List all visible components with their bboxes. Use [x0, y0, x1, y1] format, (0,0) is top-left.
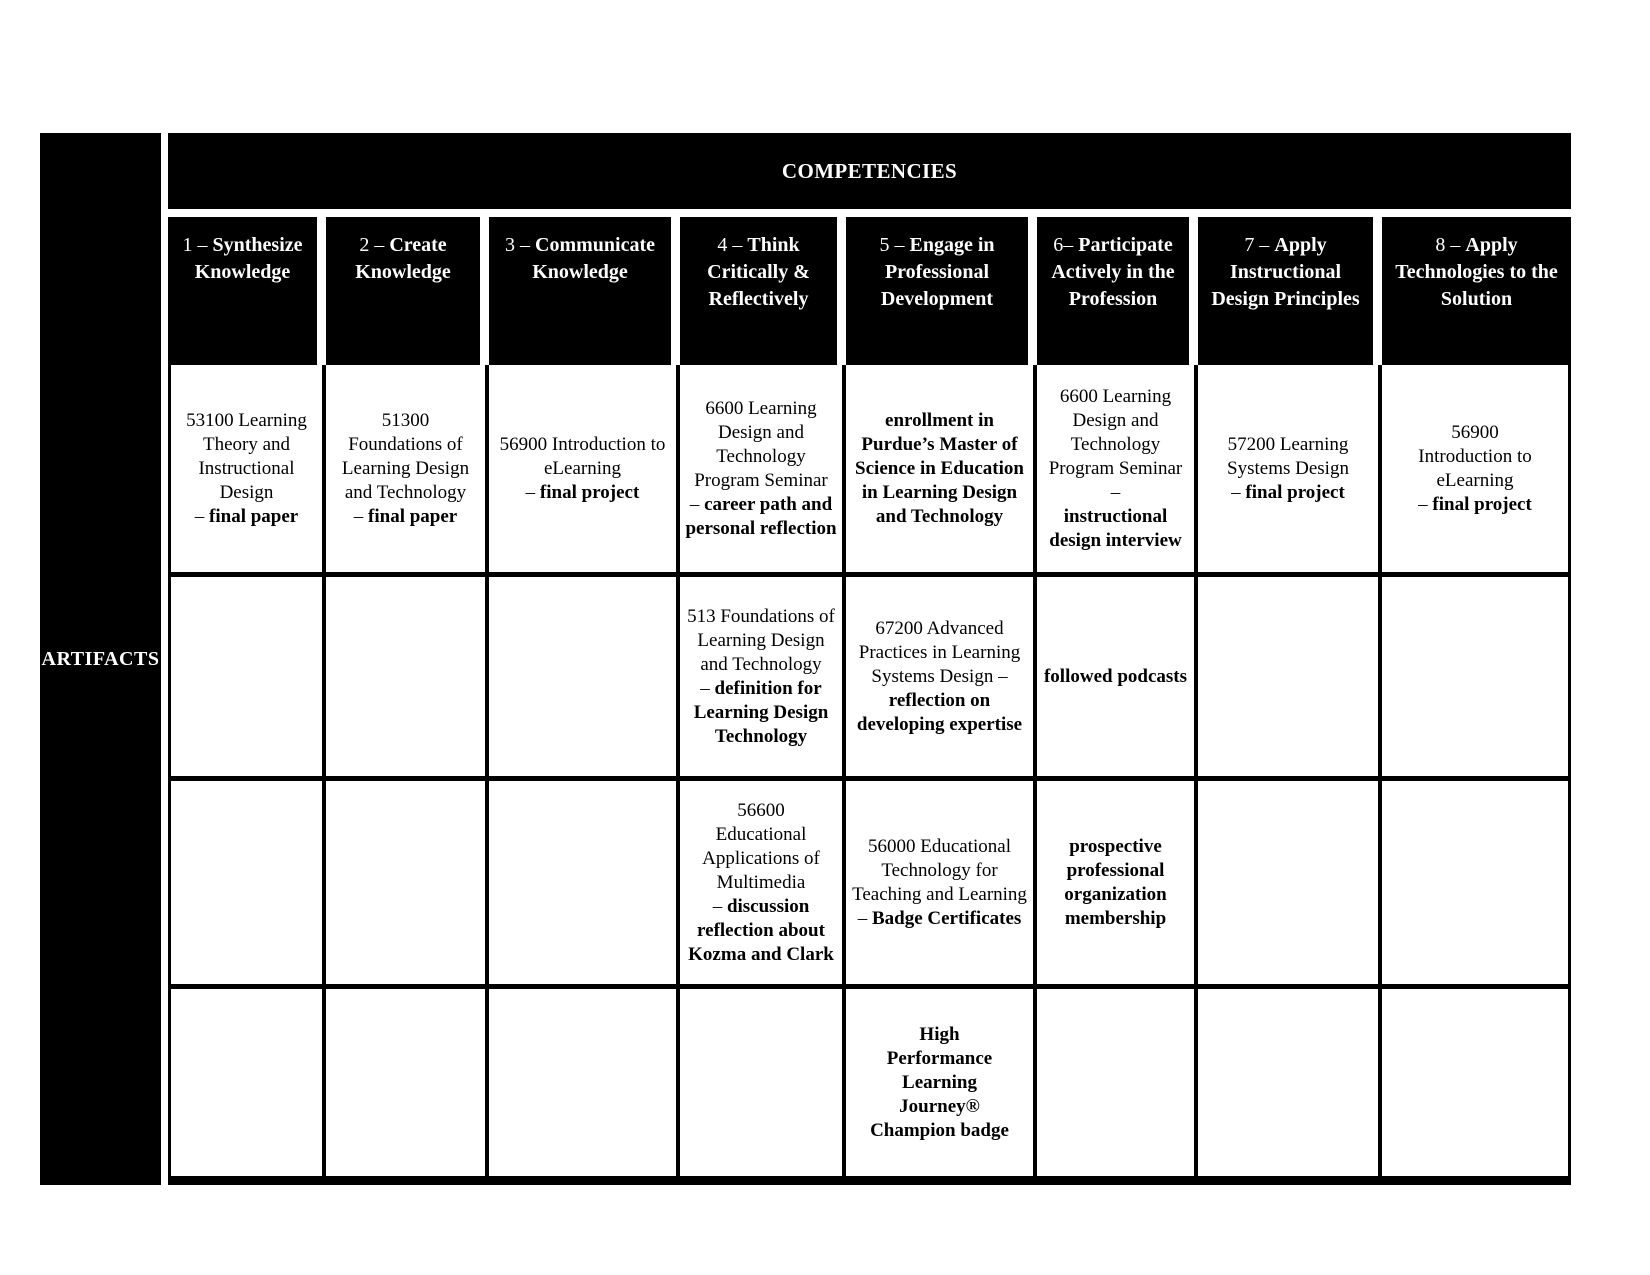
competency-number: 3 –	[505, 234, 535, 256]
artifact-cell-r1-c6	[1037, 365, 1198, 577]
competency-header-3	[489, 217, 680, 365]
artifact-cell-text: High Performance Learning Journey® Champion badge	[870, 1023, 1009, 1141]
artifact-cell-r4-c5	[846, 989, 1037, 1185]
artifact-cell-r1-c7	[1198, 365, 1382, 577]
artifact-cell-r3-c1	[168, 781, 326, 989]
artifact-cell-r2-c7	[1198, 577, 1382, 781]
artifact-cell-text: 56000 Educational Technology for Teaching and Learning – Badge Certificates	[852, 835, 1027, 929]
competency-header-7	[1198, 217, 1382, 365]
artifact-cell-r2-c5	[846, 577, 1037, 781]
artifact-cell-r3-c6	[1037, 781, 1198, 989]
competency-number: 2 –	[359, 234, 390, 256]
competency-title: Apply Instructional Design Principles	[1211, 234, 1360, 310]
artifact-cell-r4-c6	[1037, 989, 1198, 1185]
artifact-cell-r3-c4	[680, 781, 846, 989]
competency-matrix-table	[168, 133, 1571, 1185]
artifact-cell-text: 53100 Learning Theory and Instructional Design – final paper	[186, 409, 307, 527]
competency-number: 1 –	[182, 234, 213, 256]
artifact-cell-text: 6600 Learning Design and Technology Program Seminar – career path and personal reflection	[685, 397, 837, 539]
competency-header-1	[168, 217, 326, 365]
artifact-cell-text: 57200 Learning Systems Design – final project	[1227, 433, 1349, 503]
artifact-cell-text: 513 Foundations of Learning Design and Technology – definition for Learning Design Technology	[687, 605, 835, 747]
competency-number: 4 –	[717, 234, 748, 256]
competencies-banner: COMPETENCIES	[168, 133, 1571, 209]
competency-header-row	[168, 217, 1571, 365]
artifact-cell-text: 56900 Introduction to eLearning – final project	[499, 433, 666, 503]
competency-header-2	[326, 217, 489, 365]
artifact-cell-r1-c5	[846, 365, 1037, 577]
artifact-cell-r2-c3	[489, 577, 680, 781]
artifact-cell-r4-c2	[326, 989, 489, 1185]
competency-title: Participate Actively in the Profession	[1051, 234, 1175, 310]
artifact-cell-r4-c3	[489, 989, 680, 1185]
artifact-cell-r3-c2	[326, 781, 489, 989]
artifact-cell-text: 51300 Foundations of Learning Design and Technology – final paper	[341, 409, 470, 527]
artifact-cell-r4-c8	[1382, 989, 1571, 1185]
artifact-cell-r4-c7	[1198, 989, 1382, 1185]
artifact-cell-text: 6600 Learning Design and Technology Program Seminar – instructional design interview	[1048, 385, 1183, 551]
competency-header-5	[846, 217, 1037, 365]
artifact-cell-r2-c2	[326, 577, 489, 781]
artifact-cell-r2-c1	[168, 577, 326, 781]
artifact-cell-text: 67200 Advanced Practices in Learning Systems Design – reflection on developing expertise	[856, 617, 1023, 735]
competency-header-6	[1037, 217, 1198, 365]
competency-header-4	[680, 217, 846, 365]
competency-title: Synthesize Knowledge	[194, 234, 303, 283]
artifact-cell-r3-c8	[1382, 781, 1571, 989]
artifact-cell-r4-c1	[168, 989, 326, 1185]
competency-number: 6–	[1053, 234, 1079, 256]
artifact-cell-text: 56600 Educational Applications of Multimedia – discussion reflection about Kozma and Clark	[688, 799, 834, 965]
artifact-cell-text: followed podcasts	[1043, 665, 1188, 687]
artifact-cell-r2-c6	[1037, 577, 1198, 781]
artifact-cell-text: 56900 Introduction to eLearning – final project	[1418, 421, 1532, 515]
artifact-cell-text: enrollment in Purdue’s Master of Science in Education in Learning Design and Technology	[855, 409, 1024, 527]
competency-number: 5 –	[879, 234, 910, 256]
competency-title: Create Knowledge	[355, 234, 451, 283]
artifact-cell-r3-c5	[846, 781, 1037, 989]
artifact-cell-r3-c3	[489, 781, 680, 989]
artifact-cell-r1-c4	[680, 365, 846, 577]
artifacts-label: ARTIFACTS	[40, 133, 161, 1185]
competency-title: Apply Technologies to the Solution	[1395, 234, 1558, 310]
competency-number: 7 –	[1244, 234, 1275, 256]
artifact-cell-r1-c2	[326, 365, 489, 577]
artifact-cell-r1-c3	[489, 365, 680, 577]
artifacts-grid	[168, 365, 1571, 1185]
competency-title: Engage in Professional Development	[880, 234, 995, 310]
artifact-cell-r3-c7	[1198, 781, 1382, 989]
competency-number: 8 –	[1435, 234, 1466, 256]
competency-title: Communicate Knowledge	[532, 234, 655, 283]
artifact-cell-r1-c8	[1382, 365, 1571, 577]
artifact-cell-r2-c8	[1382, 577, 1571, 781]
competency-header-8	[1382, 217, 1571, 365]
artifact-cell-text: prospective professional organization membership	[1064, 835, 1167, 929]
artifact-cell-r2-c4	[680, 577, 846, 781]
competency-title: Think Critically & Reflectively	[707, 234, 810, 310]
artifact-cell-r1-c1	[168, 365, 326, 577]
artifact-cell-r4-c4	[680, 989, 846, 1185]
